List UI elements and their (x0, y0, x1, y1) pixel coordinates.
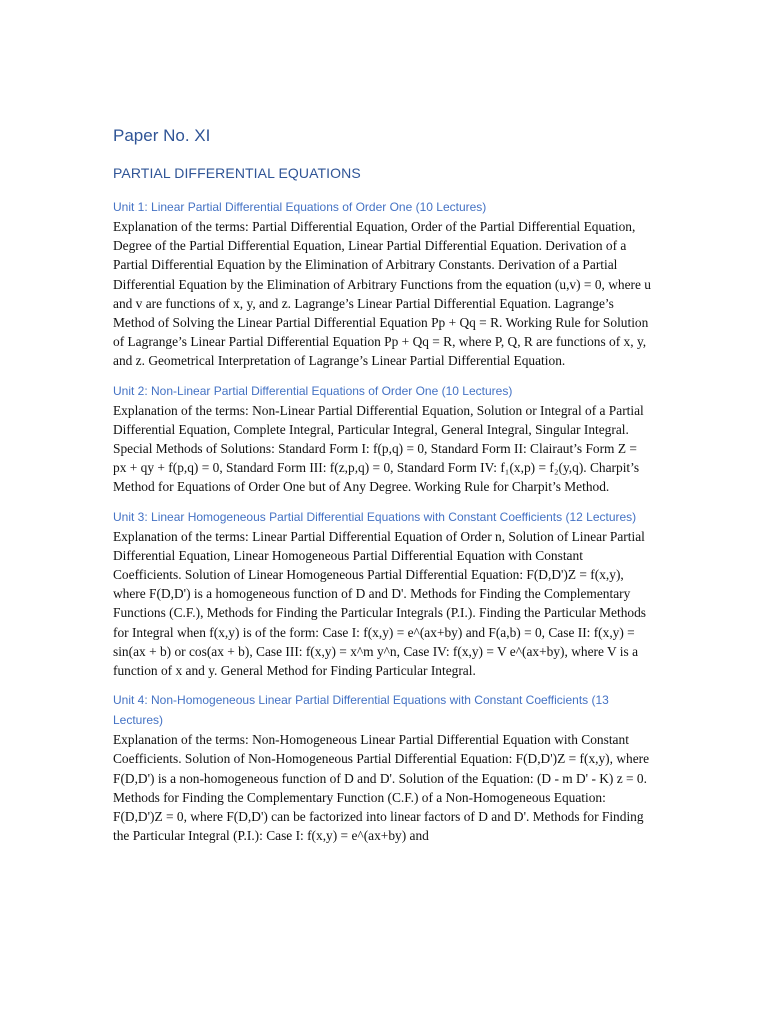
unit-2-body: Explanation of the terms: Non-Linear Partial Differential Equation, Solution or Integral of a Partial Differential Equation, Complete Integral, Particular Integral, General Integral, Singular Integral. Special Methods of Solutions: Standard Form I: f(p,q) = 0, Standard Form II: Clairaut’s Form Z = px + qy + f(p,q) = 0, Standard Form III: f(z,p,q) = 0, Standard Form IV: f₁(x,p) = f₂(y,q). Charpit’s Method for Equations of Order One but of Any Degree. Working Rule for Charpit’s Method. (113, 402, 644, 495)
paper-title: Paper No. XI (113, 126, 211, 145)
unit-2-title: Unit 2: Non-Linear Partial Differential Equations of Order One (10 Lectures) (113, 383, 513, 398)
main-title: PARTIAL DIFFERENTIAL EQUATIONS (113, 165, 361, 181)
unit-1-section (113, 197, 653, 371)
unit-3-section (113, 507, 653, 681)
unit-3-body: Explanation of the terms: Linear Partial Differential Equation of Order n, Solution of Linear Partial Differential Equation, Linear Homogeneous Partial Differential Equation with Constant Coefficients. Solution of Linear Homogeneous Partial Differential Equation: F(D,D')Z = f(x,y), where F(D,D') is a homogeneous function of D and D'. Methods for Finding the Complementary Functions (C.F.), Methods for Finding the Particular Integrals (P.I.). Finding the Particular Methods for Integral when f(x,y) is of the form: Case I: f(x,y) = e^(ax+by) and F(a,b) = 0, Case II: f(x,y) = sin(ax + b) or cos(ax + b), Case III: f(x,y) = x^m y^n, Case IV: f(x,y) = V e^(ax+by), where V is a function of x and y. General Method for Finding Particular Integral. (113, 528, 647, 679)
unit-3-title: Unit 3: Linear Homogeneous Partial Differential Equations with Constant Coefficients (12 Lectures) (113, 509, 637, 524)
unit-1-body: Explanation of the terms: Partial Differential Equation, Order of the Partial Differential Equation, Degree of the Partial Differential Equation, Linear Partial Differential Equation. Derivation of a Partial Differential Equation by the Elimination of Arbitrary Constants. Derivation of a Partial Differential Equation by the Elimination of Arbitrary Functions from the equation (u,v) = 0, where u and v are functions of x, y, and z. Lagrange’s Linear Partial Differential Equation. Lagrange’s Method of Solving the Linear Partial Differential Equation Pp + Qq = R. Working Rule for Solution of Lagrange’s Linear Partial Differential Equation Pp + Qq = R, where P, Q, R are functions of x, y, and z. Geometrical Interpretation of Lagrange’s Linear Partial Differential Equation. (113, 219, 651, 369)
unit-4-section (113, 690, 653, 845)
unit-1-title: Unit 1: Linear Partial Differential Equations of Order One (10 Lectures) (113, 200, 487, 214)
unit-4-title: Unit 4: Non-Homogeneous Linear Partial Differential Equations with Constant Coefficients (13 Lectures) (113, 693, 609, 728)
unit-2-section (113, 381, 653, 497)
unit-4-body: Explanation of the terms: Non-Homogeneous Linear Partial Differential Equation with Constant Coefficients. Solution of Non-Homogeneous Partial Differential Equation: F(D,D')Z = f(x,y), where F(D,D') is a non-homogeneous function of D and D'. Solution of the Equation: (D - m D' - K) z = 0. Methods for Finding the Complementary Function (C.F.) of a Non-Homogeneous Equation: F(D,D')Z = 0, where F(D,D') can be factorized into linear factors of D and D'. Methods for Finding the Particular Integral (P.I.): Case I: f(x,y) = e^(ax+by) and (113, 732, 650, 844)
document-page (113, 125, 653, 855)
